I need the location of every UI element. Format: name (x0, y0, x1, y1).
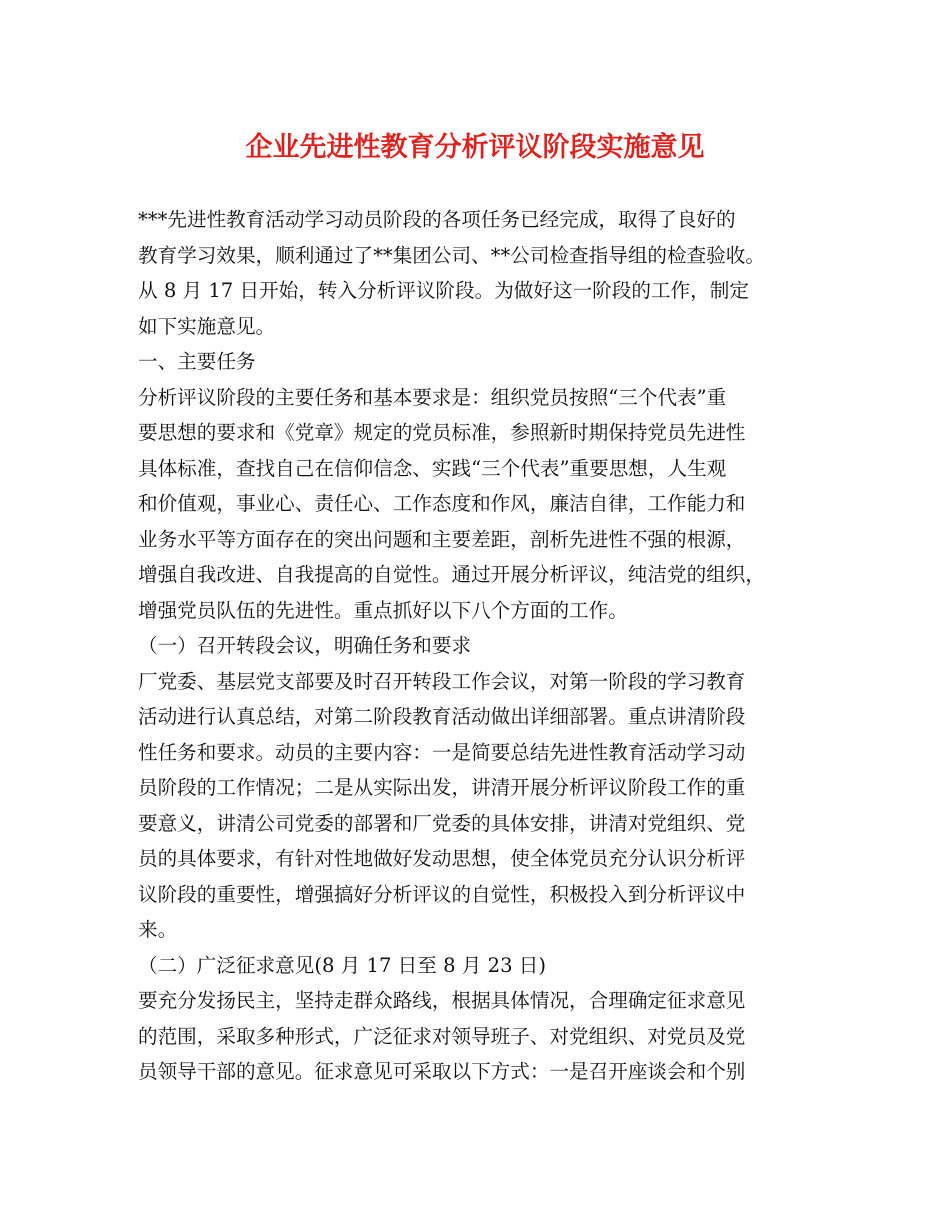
text-line: 要充分发扬民主，坚持走群众路线，根据具体情况，合理确定征求意见 (138, 989, 746, 1012)
text-line: 增强党员队伍的先进性。重点抓好以下八个方面的工作。 (138, 598, 628, 622)
text-line: 员的具体要求，有针对性地做好发动思想，使全体党员充分认识分析评 (138, 847, 746, 870)
text-line: （二）广泛征求意见(8 月 17 日至 8 月 23 日) (138, 953, 546, 977)
text-line: 性任务和要求。动员的主要内容：一是简要总结先进性教育活动学习动 (138, 740, 746, 764)
text-line: 教育学习效果，顺利通过了**集团公司、**公司检查指导组的检查验收。 (138, 243, 765, 267)
text-line: 议阶段的重要性，增强搞好分析评议的自觉性，积极投入到分析评议中 (138, 882, 746, 906)
text-line: ***先进性教育活动学习动员阶段的各项任务已经完成，取得了良好的 (138, 208, 736, 231)
text-line: 增强自我改进、自我提高的自觉性。通过开展分析评议，纯洁党的组织， (138, 563, 765, 586)
text-line: 要意义，讲清公司党委的部署和厂党委的具体安排，讲清对党组织、党 (138, 811, 746, 835)
text-line: 厂党委、基层党支部要及时召开转段工作会议，对第一阶段的学习教育 (138, 669, 746, 693)
text-line: 从 8 月 17 日开始，转入分析评议阶段。为做好这一阶段的工作，制定 (138, 279, 749, 302)
text-line: 业务水平等方面存在的突出问题和主要差距，剖析先进性不强的根源， (138, 527, 746, 551)
text-line: 分析评议阶段的主要任务和基本要求是：组织党员按照“三个代表”重 (138, 385, 727, 409)
text-line: 和价值观，事业心、责任心、工作态度和作风，廉洁自律，工作能力和 (138, 492, 746, 515)
text-line: 活动进行认真总结，对第二阶段教育活动做出详细部署。重点讲清阶段 (138, 705, 746, 728)
text-line: 的范围，采取多种形式，广泛征求对领导班子、对党组织、对党员及党 (138, 1024, 746, 1048)
document-body (138, 202, 828, 1090)
text-line: 来。 (138, 918, 178, 941)
text-line: 一、主要任务 (138, 350, 256, 373)
document-title: 企业先进性教育分析评议阶段实施意见 (245, 132, 705, 163)
text-line: （一）召开转段会议，明确任务和要求 (138, 634, 472, 657)
text-line: 要思想的要求和《党章》规定的党员标准，参照新时期保持党员先进性 (138, 421, 746, 444)
text-line: 具体标准，查找自己在信仰信念、实践“三个代表”重要思想，人生观 (138, 456, 727, 480)
text-line: 员领导干部的意见。征求意见可采取以下方式：一是召开座谈会和个别 (138, 1060, 746, 1083)
text-line: 如下实施意见。 (138, 314, 276, 338)
text-line: 员阶段的工作情况；二是从实际出发，讲清开展分析评议阶段工作的重 (138, 776, 746, 799)
